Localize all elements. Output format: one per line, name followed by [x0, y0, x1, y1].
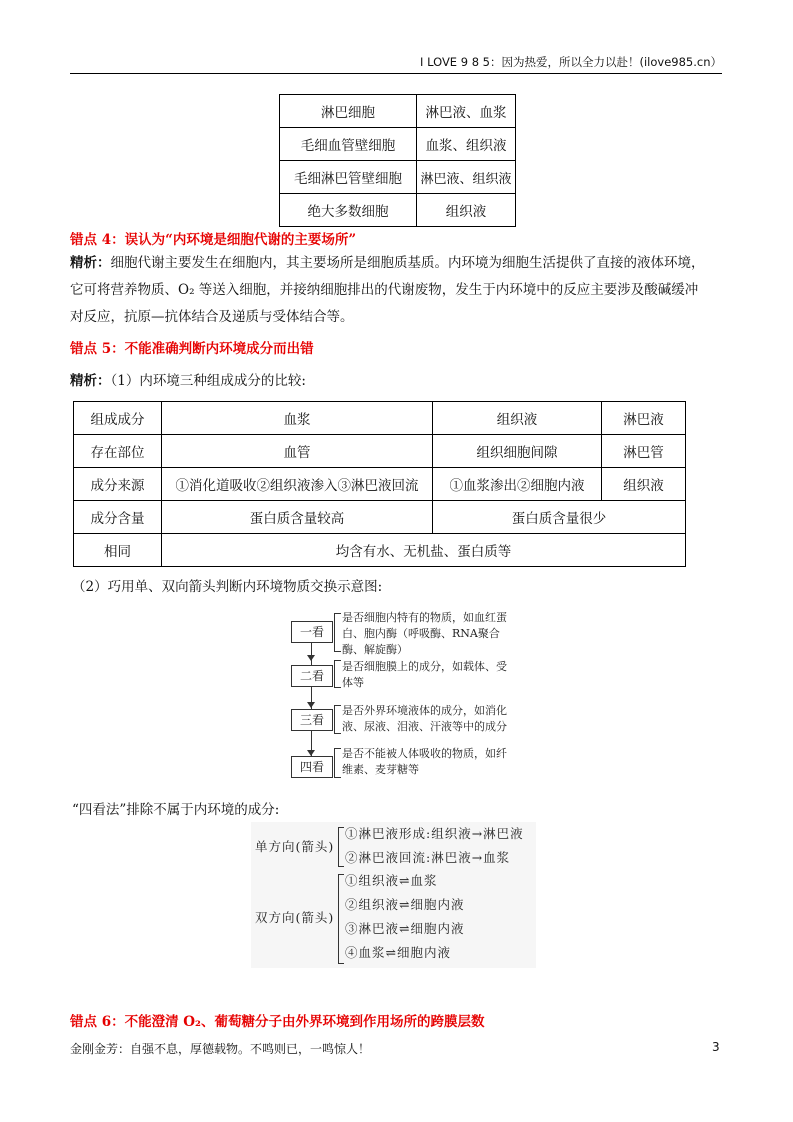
double-direction-label: 双方向(箭头): [255, 910, 335, 925]
intro-text: （1）内环境三种组成成分的比较:: [110, 373, 306, 389]
single-direction-item: ②淋巴液回流:淋巴液→血浆: [345, 850, 511, 865]
table-cell: 蛋白质含量很少: [433, 501, 686, 534]
double-direction-item: ①组织液⇌血浆: [345, 873, 438, 888]
flow-step-box: 一看: [291, 621, 333, 643]
flow-step-desc: 是否细胞内特有的物质，如血红蛋白、胞内酶（呼吸酶、RNA聚合酶、解旋酶）: [342, 611, 507, 656]
analysis-label: 精析：: [70, 373, 111, 389]
table-cell: 成分来源: [74, 468, 162, 501]
brace-icon: [334, 660, 341, 688]
table-cell: 存在部位: [74, 435, 162, 468]
page-header: I LOVE 9 8 5：因为热爱，所以全力以赴！(ilove985.cn）: [420, 55, 722, 69]
table-cell: ①消化道吸收②组织液渗入③淋巴液回流: [162, 468, 433, 501]
single-direction-item: ①淋巴液形成:组织液→淋巴液: [345, 826, 524, 841]
flow-step-desc: 是否细胞膜上的成分，如载体、受体等: [342, 660, 507, 689]
analysis-line: 细胞代谢主要发生在细胞内，其主要场所是细胞质基质。内环境为细胞生活提供了直接的液体环境，: [110, 255, 705, 271]
table-header-cell: 组成成分: [74, 402, 162, 435]
error4-title: 错点 4：误认为“内环境是细胞代谢的主要场所”: [70, 232, 357, 248]
table-cell: 成分含量: [74, 501, 162, 534]
table-cell: 绝大多数细胞: [280, 194, 417, 227]
table-header-cell: 淋巴液: [602, 402, 686, 435]
page-footer: 金刚金芳：自强不息，厚德载物。不鸣则已，一鸣惊人！: [70, 1042, 371, 1056]
direction-diagram: [251, 822, 536, 968]
flow-step-box: 四看: [291, 756, 333, 778]
analysis-line: 对反应，抗原—抗体结合及递质与受体结合等。: [70, 309, 354, 325]
arrow-down-icon: [307, 655, 315, 661]
table-cell: 毛细血管壁细胞: [280, 128, 417, 161]
arrow-down-icon: [307, 702, 315, 708]
part2-text: （2）巧用单、双向箭头判断内环境物质交换示意图:: [72, 579, 383, 595]
table-cell: 相同: [74, 534, 162, 567]
table-cell: 血管: [162, 435, 433, 468]
flow-step-box: 二看: [291, 665, 333, 687]
brace-icon: [338, 874, 344, 964]
four-look-caption: “四看法”排除不属于内环境的成分:: [72, 802, 280, 818]
table-header-cell: 组织液: [433, 402, 602, 435]
brace-icon: [334, 613, 341, 652]
table-cell: 组织液: [602, 468, 686, 501]
table-cell: 蛋白质含量较高: [162, 501, 433, 534]
table-cell: ①血浆渗出②细胞内液: [433, 468, 602, 501]
brace-icon: [334, 748, 341, 778]
flow-step-desc: 是否不能被人体吸收的物质，如纤维素、麦芽糖等: [342, 747, 507, 776]
double-direction-item: ④血浆⇌细胞内液: [345, 945, 451, 960]
brace-icon: [338, 827, 344, 867]
table-cell: 均含有水、无机盐、蛋白质等: [162, 534, 686, 567]
table-cell: 淋巴液、血浆: [417, 95, 516, 128]
error5-title: 错点 5：不能准确判断内环境成分而出错: [70, 341, 314, 357]
table-cell: 淋巴细胞: [280, 95, 417, 128]
table-header-cell: 血浆: [162, 402, 433, 435]
page-number: 3: [712, 1040, 720, 1054]
error6-title: 错点 6：不能澄清 O₂、葡萄糖分子由外界环境到作用场所的跨膜层数: [70, 1014, 485, 1030]
table-cell: 毛细淋巴管壁细胞: [280, 161, 417, 194]
double-direction-item: ③淋巴液⇌细胞内液: [345, 921, 465, 936]
flow-step-desc: 是否外界环境液体的成分，如消化液、尿液、泪液、汗液等中的成分: [342, 704, 507, 733]
double-direction-item: ②组织液⇌细胞内液: [345, 897, 465, 912]
flow-step-box: 三看: [291, 709, 333, 731]
table-cell: 组织液: [417, 194, 516, 227]
table-cell: 组织细胞间隙: [433, 435, 602, 468]
analysis-line: 它可将营养物质、O₂ 等送入细胞，并接纳细胞排出的代谢废物，发生于内环境中的反应主要涉及酸碱缓冲: [70, 282, 699, 298]
table-cell: 血浆、组织液: [417, 128, 516, 161]
analysis-label: 精析：: [70, 255, 111, 271]
table-cell: 淋巴管: [602, 435, 686, 468]
table-cell: 淋巴液、组织液: [417, 161, 516, 194]
brace-icon: [334, 705, 341, 734]
single-direction-label: 单方向(箭头): [255, 839, 335, 854]
